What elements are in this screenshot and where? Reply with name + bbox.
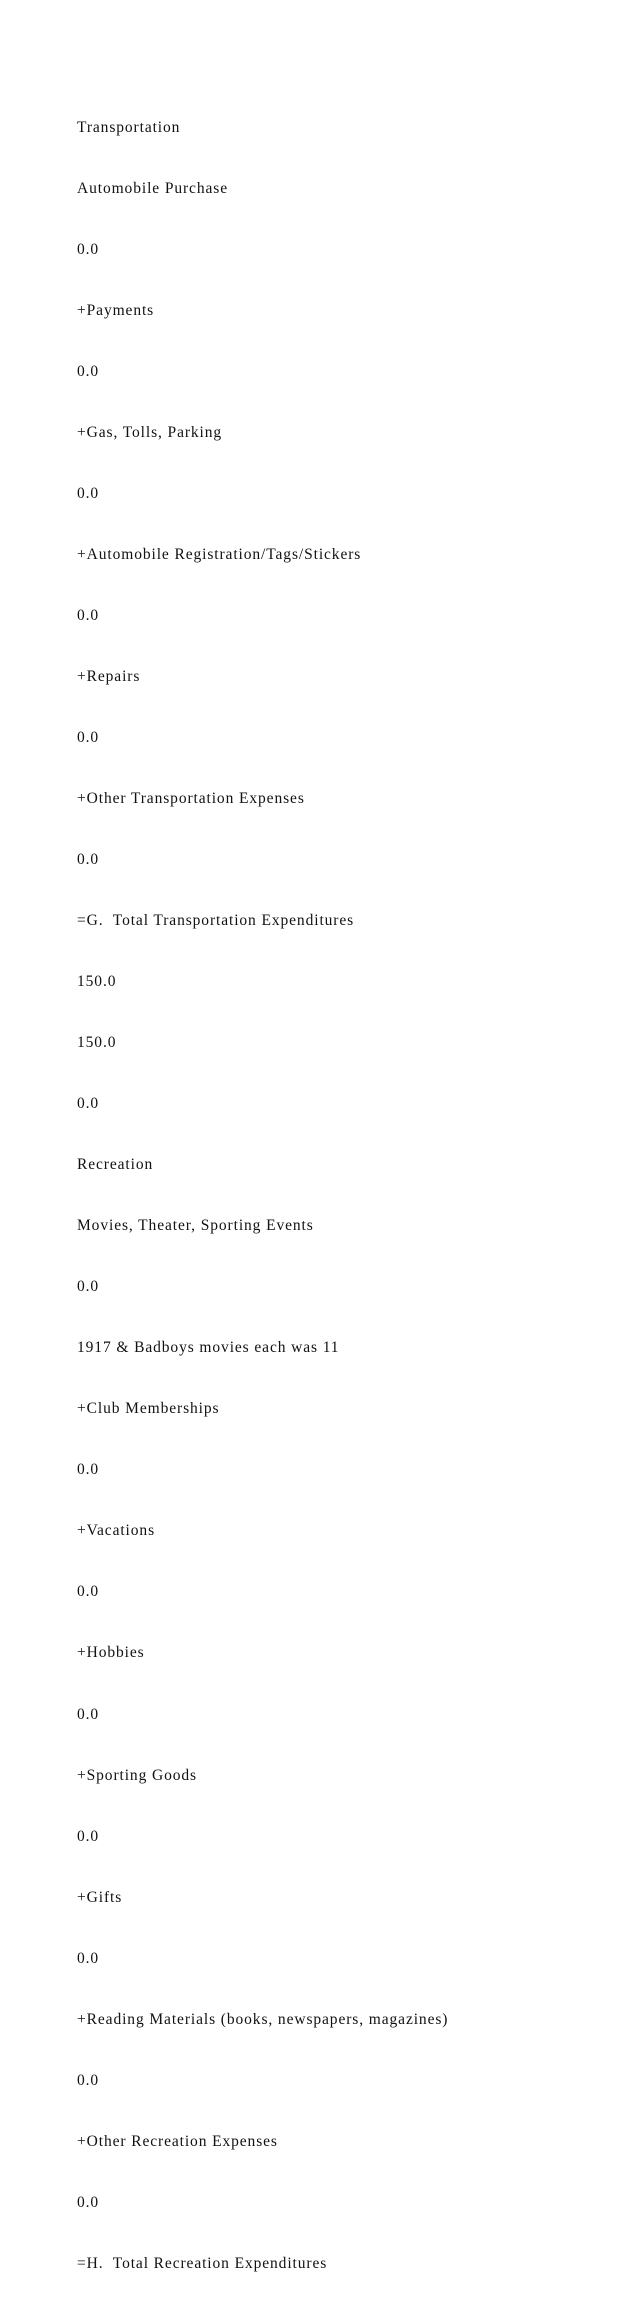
line-hobbies: +Hobbies (77, 1644, 145, 1662)
line-automobile-purchase: Automobile Purchase (77, 179, 228, 197)
line-gas-tolls-parking: +Gas, Tolls, Parking (77, 423, 223, 441)
line-total-recreation: =H. Total Recreation Expenditures (77, 2254, 328, 2272)
line-other-recreation: +Other Recreation Expenses (77, 2132, 278, 2150)
line-value: 0.0 (77, 1278, 100, 1296)
line-sporting-goods: +Sporting Goods (77, 1766, 197, 1784)
line-value: 0.0 (77, 2193, 100, 2211)
line-value: 0.0 (77, 1827, 100, 1845)
line-value: 0.0 (77, 606, 100, 624)
line-value: 0.0 (77, 1583, 100, 1601)
line-value: 0.0 (77, 240, 100, 258)
line-other-transportation: +Other Transportation Expenses (77, 790, 305, 808)
line-movies-theater: Movies, Theater, Sporting Events (77, 1217, 314, 1235)
line-total-transportation: =G. Total Transportation Expenditures (77, 912, 355, 930)
line-gifts: +Gifts (77, 1888, 123, 1906)
line-vacations: +Vacations (77, 1522, 156, 1540)
line-value: 150.0 (77, 1034, 117, 1052)
line-value: 0.0 (77, 2071, 100, 2089)
line-automobile-registration: +Automobile Registration/Tags/Stickers (77, 545, 362, 563)
budget-text-block (77, 77, 617, 2315)
line-reading-materials: +Reading Materials (books, newspapers, magazines) (77, 2010, 449, 2028)
line-value: 0.0 (77, 484, 100, 502)
line-value: 0.0 (77, 362, 100, 380)
line-repairs: +Repairs (77, 667, 141, 685)
line-value: 0.0 (77, 1461, 100, 1479)
line-value: 0.0 (77, 851, 100, 869)
line-value: 150.0 (77, 973, 117, 991)
line-value: 0.0 (77, 1949, 100, 1967)
line-club-memberships: +Club Memberships (77, 1400, 220, 1418)
line-value: 0.0 (77, 1705, 100, 1723)
line-payments: +Payments (77, 301, 155, 319)
line-note: 1917 & Badboys movies each was 11 (77, 1339, 340, 1357)
line-value: 0.0 (77, 729, 100, 746)
line-transportation-heading: Transportation (77, 118, 181, 136)
line-recreation-heading: Recreation (77, 1156, 154, 1174)
line-value: 0.0 (77, 1095, 100, 1113)
